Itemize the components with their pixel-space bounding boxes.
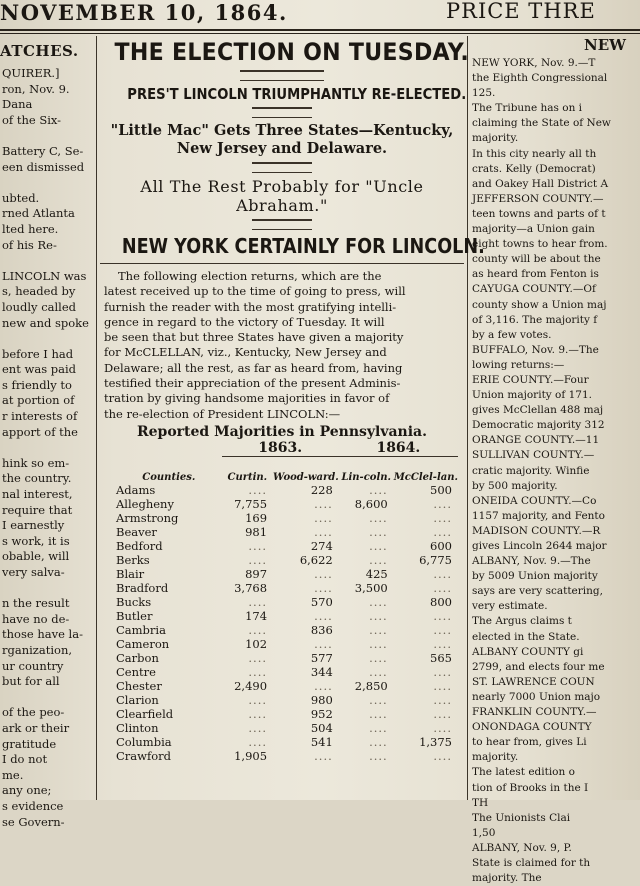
cell-lincoln: .... [369,650,388,665]
left-column-line [2,690,93,706]
cell-woodward: .... [314,678,333,693]
cell-mcclellan: .... [433,510,452,525]
cell-lincoln: .... [369,552,388,567]
right-column-line: very estimate. [472,600,548,613]
right-column-line: majority. [472,751,519,764]
left-column-line: hink so em- [2,455,70,470]
cell-lincoln: .... [369,594,388,609]
left-column-line [2,175,93,191]
county-name: Columbia [116,734,172,749]
cell-woodward: .... [314,580,333,595]
table-row [108,567,458,581]
left-column-line: of the peo- [2,705,65,720]
left-column-text [0,66,93,830]
county-name: Cambria [116,622,166,637]
table-row [108,595,458,609]
article-body-line: gence in regard to the victory of Tuesday. It will [104,314,385,329]
right-column-line: ORANGE COUNTY.—11 [472,434,600,447]
right-column-line: nearly 7000 Union majo [472,690,601,703]
cell-lincoln: .... [369,692,388,707]
left-column [0,36,93,829]
cell-curtin: .... [248,552,268,567]
left-column-line: new and spoke [2,315,89,330]
left-column-line: very salva- [2,565,65,579]
right-column-line: as heard from Fenton is [472,268,599,281]
county-name: Butler [116,608,153,623]
left-column-line: s work, it is [2,533,70,548]
left-column-line: se Govern- [2,814,65,829]
county-name: Chester [116,678,162,693]
table-row [108,539,458,553]
right-column-line: ALBANY COUNTY gi [472,645,584,658]
deck-little-mac [100,122,464,158]
article-body-line: furnish the reader with the most gratifying intelli- [104,299,397,314]
left-column-line: ent was paid [2,362,77,377]
deck-separator [252,107,312,118]
cell-mcclellan: 1,375 [419,734,452,749]
left-column-line: at portion of [2,393,75,408]
table-row [108,665,458,679]
left-column-line: r interests of [2,409,78,424]
cell-woodward: 980 [310,692,333,707]
masthead-price: PRICE THRE [446,0,596,23]
right-column-heading: NEW [584,36,626,54]
table-year-1863: 1863. [222,440,339,457]
cell-mcclellan: .... [433,496,452,511]
right-column [472,36,640,885]
table-row [108,735,458,749]
left-column-line: I do not [2,752,48,767]
left-column-line: those have la- [2,627,83,642]
left-column-line: s, headed by [2,284,76,299]
deck-little-mac-line1: "Little Mac" Gets Three States—Kentucky, [110,122,454,139]
cell-woodward: 228 [310,482,333,497]
county-name: Beaver [116,524,157,539]
cell-mcclellan: 565 [430,650,452,665]
table-row [108,497,458,511]
left-column-line: me. [2,767,24,782]
cell-woodward: 541 [310,734,333,749]
left-column-line: ark or their [2,720,70,735]
county-name: Clarion [116,692,159,707]
county-name: Clinton [116,720,159,735]
cell-mcclellan: 500 [430,482,452,497]
right-column-line: county show a Union maj [472,298,607,311]
right-column-line: crats. Kelly (Democrat) [472,162,596,175]
right-column-line: FRANKLIN COUNTY.— [472,706,597,719]
county-name: Bradford [116,580,169,595]
column-divider-right [467,36,468,800]
left-column-line [2,331,93,347]
right-column-line: ALBANY, Nov. 9.—The [472,555,591,568]
table-row [108,553,458,567]
right-column-line: ONONDAGA COUNTY [472,721,592,734]
table-row [108,483,458,497]
cell-lincoln: .... [369,524,388,539]
left-column-line: Dana [2,97,33,112]
cell-woodward: .... [314,636,333,651]
article-body-line: the re-election of President LINCOLN:— [104,406,341,421]
right-column-line: claiming the State of New [472,117,611,130]
cell-mcclellan: 6,775 [419,552,452,567]
masthead-rule-thin [0,33,640,34]
county-name: Bedford [116,538,163,553]
cell-lincoln: .... [369,538,388,553]
right-column-line: 2799, and elects four me [472,660,605,673]
cell-curtin: 1,905 [234,748,268,763]
article-body-line: be seen that but three States have given a majority [104,330,404,345]
county-name: Blair [116,566,145,581]
right-column-line: TH [472,796,489,809]
county-name: Crawford [116,748,172,763]
left-column-line [2,581,93,597]
table-row [108,749,458,763]
right-column-line: The latest edition o [472,766,575,779]
right-column-line: In this city nearly all th [472,147,597,160]
right-column-line: to hear from, gives Li [472,736,587,749]
right-column-line: The Unionists Clai [472,811,571,824]
right-column-line: Democratic majority 312 [472,419,605,432]
right-column-line: State is claimed for th [472,856,591,869]
cell-woodward: .... [314,748,333,763]
right-column-line: SULLIVAN COUNTY.— [472,449,595,462]
table-row [108,721,458,735]
main-headline: THE ELECTION ON TUESDAY. [114,38,470,66]
right-column-line: ONEIDA COUNTY.—Co [472,494,597,507]
right-column-line: teen towns and parts of t [472,207,606,220]
right-column-line: majority. [472,132,519,145]
right-column-line: ALBANY, Nov. 9, P. [472,841,572,854]
right-column-line: 125. [472,87,496,100]
cell-lincoln: .... [369,748,388,763]
left-column-line: but for all [2,674,60,689]
county-name: Centre [116,664,156,679]
left-column-line: LINCOLN was [2,268,87,283]
right-column-line: 1,50 [472,826,496,839]
right-column-line: JEFFERSON COUNTY.— [472,192,604,205]
right-column-line: majority. The [472,872,542,885]
cell-curtin: .... [248,664,268,679]
left-column-line: obable, will [2,549,70,564]
left-column-line: the country. [2,471,72,486]
table-row [108,679,458,693]
right-column-line: county will be about the [472,253,601,266]
table-year-1864: 1864. [339,440,458,457]
cell-mcclellan: .... [433,608,452,623]
cell-woodward: 344 [310,664,333,679]
cell-lincoln: 425 [365,566,388,581]
cell-curtin: 7,755 [234,496,268,511]
right-column-line: ST. LAWRENCE COUN [472,675,595,688]
right-column-line: eight towns to hear from. [472,238,608,251]
left-column-line: n the result [2,596,70,611]
deck-separator [252,162,312,173]
left-column-line: before I had [2,346,74,361]
cell-curtin: .... [248,720,268,735]
cell-mcclellan: .... [433,664,452,679]
masthead-date: NOVEMBER 10, 1864. [0,0,288,25]
cell-curtin: .... [248,650,268,665]
article-body-line: tration by giving handsome majorities in favor of [104,391,390,406]
cell-mcclellan: .... [433,692,452,707]
right-column-line: the Eighth Congressional [472,72,608,85]
pennsylvania-majorities-table [108,440,458,763]
cell-lincoln: .... [369,482,388,497]
right-column-line: of 3,116. The majority f [472,313,598,326]
cell-curtin: .... [248,482,268,497]
article-body-line: latest received up to the time of going to press, will [104,284,406,299]
table-row [108,525,458,539]
cell-woodward: .... [314,608,333,623]
cell-mcclellan: .... [433,678,452,693]
table-header-woodward: Wood-ward. [273,471,339,483]
cell-lincoln: .... [369,734,388,749]
cell-woodward: .... [314,566,333,581]
cell-woodward: 504 [310,720,333,735]
cell-curtin: 169 [245,510,268,525]
left-column-line: gratitude [2,736,57,751]
right-column-line: The Argus claims t [472,615,572,628]
cell-lincoln: 3,500 [354,580,388,595]
left-column-line: Battery C, Se- [2,143,84,158]
right-column-line: 1157 majority, and Fento [472,509,605,522]
left-column-line: nal interest, [2,487,73,502]
left-column-line: require that [2,502,73,517]
table-row [108,623,458,637]
left-column-line [2,440,93,456]
cell-mcclellan: 600 [430,538,452,553]
right-column-line: CAYUGA COUNTY.—Of [472,283,596,296]
left-column-line: ur country [2,658,64,673]
cell-curtin: .... [248,734,268,749]
cell-curtin: .... [248,692,268,707]
left-column-line: QUIRER.] [2,66,60,80]
cell-curtin: 102 [245,636,268,651]
cell-lincoln: .... [369,636,388,651]
county-name: Allegheny [116,496,174,511]
county-name: Berks [116,552,150,567]
cell-woodward: 6,622 [299,552,333,567]
left-column-line: I earnestly [2,518,65,533]
cell-mcclellan: 800 [430,594,452,609]
cell-mcclellan: .... [433,622,452,637]
cell-curtin: 2,490 [234,678,268,693]
cell-curtin: .... [248,706,268,721]
left-column-line: een dismissed [2,159,85,174]
right-column-line: tion of Brooks in the I [472,781,589,794]
right-column-line: The Tribune has on i [472,102,583,115]
headline-separator [240,70,324,81]
right-column-line: gives McClellan 488 maj [472,404,604,417]
masthead-rule [0,29,640,31]
right-column-line: by 500 majority. [472,479,558,492]
left-column-line: s friendly to [2,377,72,392]
deck-uncle-abraham-line2: Abraham." [236,196,328,215]
right-column-line: Union majority of 171. [472,389,592,402]
county-name: Bucks [116,594,152,609]
left-column-line: loudly called [2,299,77,314]
left-column-line: ron, Nov. 9. [2,81,70,96]
left-column-line [2,128,93,144]
deck-new-york: NEW YORK CERTAINLY FOR LINCOLN. [121,234,485,258]
cell-woodward: 836 [310,622,333,637]
left-column-line: apport of the [2,424,78,439]
table-header-lincoln: Lin-coln. [341,471,392,483]
cell-woodward: 274 [310,538,333,553]
deck-uncle-abraham [100,177,464,215]
right-column-line: and Oakey Hall District A [472,177,609,190]
left-column-line: lted here. [2,221,59,236]
article-body-line: The following election returns, which are the [118,269,382,283]
table-row [108,637,458,651]
county-name: Cameron [116,636,170,651]
article-body-line: Delaware; all the rest, as far as heard from, having [104,360,403,375]
left-column-line: of his Re- [2,237,57,252]
right-column-line: lowing returns:— [472,358,565,371]
cell-mcclellan: .... [433,720,452,735]
county-name: Armstrong [116,510,179,525]
table-row [108,581,458,595]
section-rule [100,263,464,264]
cell-mcclellan: .... [433,636,452,651]
cell-woodward: 577 [310,650,333,665]
deck-separator [252,219,312,230]
right-column-line: by 5009 Union majority [472,570,598,583]
county-name: Carbon [116,650,159,665]
left-column-line: any one; [2,783,52,798]
right-column-line: elected in the State. [472,630,580,643]
table-row [108,651,458,665]
cell-lincoln: .... [369,664,388,679]
article-body-line: for McCLELLAN, viz., Kentucky, New Jersey and [104,345,387,360]
left-column-line: s evidence [2,798,64,813]
table-row [108,693,458,707]
cell-curtin: .... [248,622,268,637]
table-row [108,511,458,525]
right-column-line: majority—a Union gain [472,223,595,236]
table-row [108,707,458,721]
cell-lincoln: .... [369,608,388,623]
cell-mcclellan: .... [433,524,452,539]
cell-curtin: 897 [245,566,268,581]
left-column-line: rganization, [2,642,72,657]
left-column-heading: ATCHES. [0,42,79,60]
cell-mcclellan: .... [433,580,452,595]
cell-lincoln: .... [369,510,388,525]
cell-mcclellan: .... [433,706,452,721]
cell-woodward: .... [314,510,333,525]
cell-lincoln: 8,600 [354,496,388,511]
cell-woodward: 570 [310,594,333,609]
county-name: Clearfield [116,706,174,721]
right-column-line: NEW YORK, Nov. 9.—T [472,57,596,69]
cell-lincoln: .... [369,706,388,721]
right-column-line: MADISON COUNTY.—R [472,524,601,537]
cell-mcclellan: .... [433,566,452,581]
cell-curtin: .... [248,594,268,609]
left-column-line: of the Six- [2,112,62,127]
article-body-line: testified their appreciation of the present Adminis- [104,376,401,391]
cell-curtin: 981 [245,524,268,539]
cell-lincoln: .... [369,720,388,735]
cell-curtin: 3,768 [234,580,268,595]
cell-mcclellan: .... [433,748,452,763]
left-column-line: ubted. [2,190,40,205]
cell-curtin: 174 [245,608,268,623]
table-year-spacer [108,440,222,457]
right-column-text [472,56,640,886]
article-body [104,269,460,422]
right-column-line: gives Lincoln 2644 major [472,540,607,552]
cell-curtin: .... [248,538,268,553]
deck-reelected: PRES'T LINCOLN TRIUMPHANTLY RE-ELECTED. [127,85,467,103]
table-header-mcclellan: McClel-lan. [393,471,458,483]
left-column-line: have no de- [2,611,70,626]
left-column-line: rned Atlanta [2,206,75,221]
right-column-line: ERIE COUNTY.—Four [472,373,589,386]
deck-uncle-abraham-line1: All The Rest Probably for "Uncle [140,177,424,196]
deck-little-mac-line2: New Jersey and Delaware. [176,140,388,157]
left-column-line [2,253,93,269]
cell-lincoln: 2,850 [354,678,388,693]
right-column-line: by a few votes. [472,328,552,341]
table-row [108,609,458,623]
table-header-curtin: Curtin. [227,471,268,483]
cell-woodward: 952 [310,706,333,721]
table-title: Reported Majorities in Pennsylvania. [137,423,427,440]
table-header-counties: Counties. [142,471,196,483]
county-name: Adams [116,482,156,497]
cell-woodward: .... [314,496,333,511]
right-column-line: cratic majority. Winfie [472,464,590,477]
cell-woodward: .... [314,524,333,539]
column-divider-left [96,36,97,800]
right-column-line: BUFFALO, Nov. 9.—The [472,343,599,356]
right-column-line: says are very scattering, [472,585,603,598]
cell-lincoln: .... [369,622,388,637]
